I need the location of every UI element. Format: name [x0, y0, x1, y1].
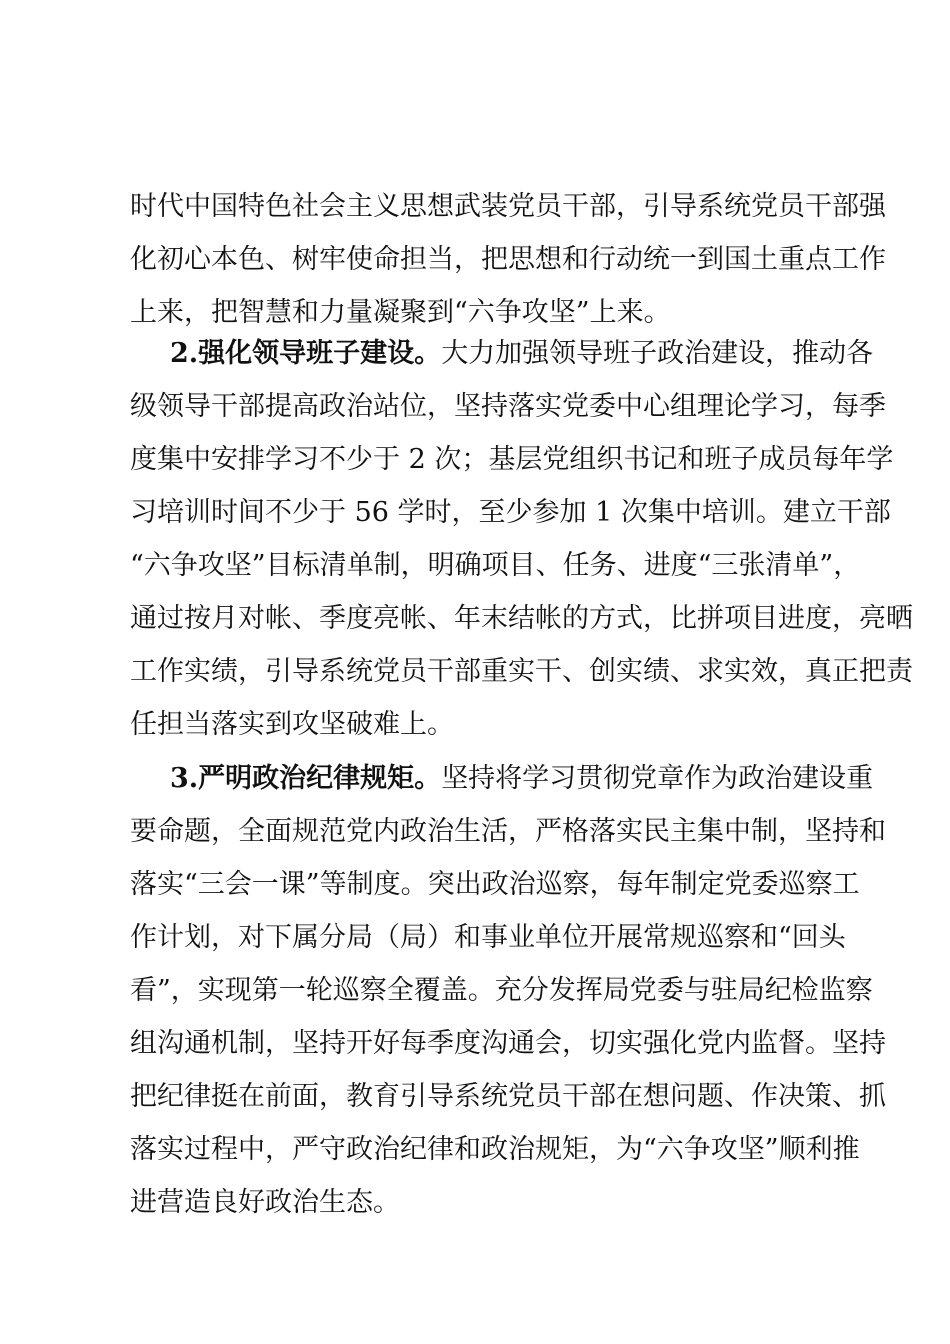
paragraph-first-line — [130, 327, 874, 380]
section-heading: 3.严明政治纪律规矩。 — [170, 763, 442, 794]
text-line: “六争攻坚”目标清单制，明确项目、任务、进度“三张清单”， — [130, 550, 861, 581]
text-line: 级领导干部提高政治站位，坚持落实党委中心组理论学习，每季 — [130, 391, 886, 422]
text-line: 度集中安排学习不少于 2 次；基层党组织书记和班子成员每年学 — [130, 444, 894, 475]
paragraph-continuation — [130, 180, 886, 339]
text-run: 坚持将学习贯彻党章作为政治建设重 — [441, 763, 874, 794]
text-line: 通过按月对帐、季度亮帐、年末结帐的方式，比拼项目进度，亮晒 — [130, 603, 913, 634]
text-line: 把纪律挺在前面，教育引导系统党员干部在想问题、作决策、抓 — [130, 1081, 886, 1112]
text-line: 上来，把智慧和力量凝聚到“六争攻坚”上来。 — [130, 297, 671, 328]
paragraph-discipline — [130, 752, 886, 1229]
text-line: 落实过程中，严守政治纪律和政治规矩，为“六争攻坚”顺利推 — [130, 1134, 860, 1165]
text-line: 习培训时间不少于 56 学时，至少参加 1 次集中培训。建立干部 — [130, 497, 891, 528]
paragraph-first-line — [130, 752, 874, 805]
paragraph-leadership — [130, 327, 913, 751]
text-line: 进营造良好政治生态。 — [130, 1187, 400, 1218]
section-heading: 2.强化领导班子建设。 — [170, 338, 442, 369]
text-line: 化初心本色、树牢使命担当，把思想和行动统一到国土重点工作 — [130, 244, 886, 275]
text-line: 作计划，对下属分局（局）和事业单位开展常规巡察和“回头 — [130, 922, 846, 953]
text-line: 任担当落实到攻坚破难上。 — [130, 709, 454, 740]
text-line: 要命题，全面规范党内政治生活，严格落实民主集中制，坚持和 — [130, 816, 886, 847]
text-line: 看”，实现第一轮巡察全覆盖。充分发挥局党委与驻局纪检监察 — [130, 975, 873, 1006]
text-run: 大力加强领导班子政治建设，推动各 — [441, 338, 874, 369]
text-line: 组沟通机制，坚持开好每季度沟通会，切实强化党内监督。坚持 — [130, 1028, 886, 1059]
text-line: 时代中国特色社会主义思想武装党员干部，引导系统党员干部强 — [130, 191, 886, 222]
text-line: 落实“三会一课”等制度。突出政治巡察，每年制定党委巡察工 — [130, 869, 860, 900]
text-line: 工作实绩，引导系统党员干部重实干、创实绩、求实效，真正把责 — [130, 656, 913, 687]
